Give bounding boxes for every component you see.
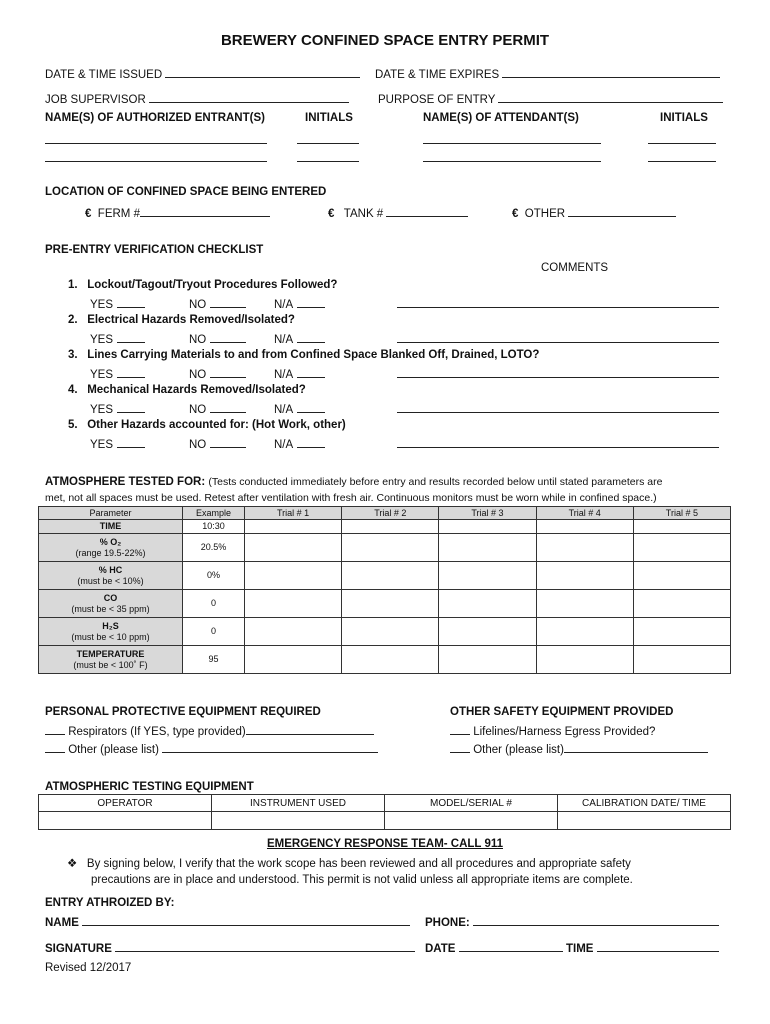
comments-heading: COMMENTS	[541, 262, 609, 274]
checklist-na-line	[297, 331, 325, 343]
checklist-no-label: NO	[189, 334, 207, 346]
checklist-yes-option[interactable]	[90, 296, 145, 311]
example-cell: 0	[183, 618, 245, 646]
checklist-comment-line[interactable]	[397, 401, 719, 413]
parameter-name: CO	[103, 592, 118, 603]
trial-cell[interactable]	[439, 618, 536, 646]
tank-checkbox-icon[interactable]: €	[328, 208, 335, 220]
ppe-respirators-check[interactable]	[45, 723, 65, 735]
example-cell: 95	[183, 646, 245, 674]
checklist-na-option[interactable]	[274, 331, 325, 346]
checklist-no-option[interactable]	[189, 296, 246, 311]
checklist-no-line	[210, 401, 246, 413]
atmosphere-row	[39, 520, 731, 534]
checklist-na-label: N/A	[274, 334, 294, 346]
ppe-respirators-label: Respirators (If YES, type provided)	[68, 726, 246, 738]
attendants-heading: NAME(S) OF ATTENDANT(S)	[423, 112, 579, 124]
trial-cell[interactable]	[245, 520, 342, 534]
purpose-line	[498, 91, 723, 103]
checklist-number: 4.	[68, 384, 78, 396]
trial-cell[interactable]	[245, 590, 342, 618]
trial-cell[interactable]	[536, 590, 633, 618]
ppe-other-check[interactable]	[45, 741, 65, 753]
checklist-comment-line[interactable]	[397, 296, 719, 308]
parameter-limit: (must be < 35 ppm)	[71, 603, 150, 614]
atmosphere-row	[39, 590, 731, 618]
atmosphere-column-header: Trial # 5	[633, 507, 730, 520]
job-supervisor-field[interactable]	[45, 91, 349, 106]
auth-name-label: NAME	[45, 917, 79, 929]
trial-cell[interactable]	[439, 520, 536, 534]
checklist-na-option[interactable]	[274, 296, 325, 311]
checklist-no-label: NO	[189, 369, 207, 381]
tank-line	[386, 205, 468, 217]
attendant-initials-line-1[interactable]	[648, 132, 716, 144]
checklist-comment-line[interactable]	[397, 366, 719, 378]
form-title: BREWERY CONFINED SPACE ENTRY PERMIT	[220, 32, 550, 49]
tank-label: TANK #	[343, 208, 384, 220]
other-location-line	[568, 205, 676, 217]
checklist-yes-line	[117, 296, 145, 308]
checklist-yes-line	[117, 331, 145, 343]
ppe-heading: PERSONAL PROTECTIVE EQUIPMENT REQUIRED	[45, 706, 321, 718]
testing-equipment-header-row	[39, 795, 731, 812]
trial-cell[interactable]	[245, 562, 342, 590]
checklist-no-label: NO	[189, 439, 207, 451]
parameter-cell	[39, 590, 183, 618]
other-safety-heading: OTHER SAFETY EQUIPMENT PROVIDED	[450, 706, 674, 718]
parameter-cell	[39, 646, 183, 674]
other-location-option[interactable]	[512, 205, 676, 220]
parameter-cell	[39, 534, 183, 562]
entrant-initials-line-2[interactable]	[297, 150, 359, 162]
checklist-yes-line	[117, 401, 145, 413]
trial-cell[interactable]	[536, 618, 633, 646]
equipment-cell[interactable]	[385, 812, 558, 830]
atmosphere-row	[39, 562, 731, 590]
atmosphere-table	[38, 506, 731, 674]
ppe-other-line	[162, 741, 378, 753]
date-issued-field[interactable]	[45, 66, 360, 81]
attendant-name-line-2[interactable]	[423, 150, 601, 162]
checklist-question	[68, 419, 346, 431]
tank-option[interactable]	[328, 205, 468, 220]
checklist-yes-line	[117, 366, 145, 378]
checklist-text: Mechanical Hazards Removed/Isolated?	[87, 384, 306, 396]
parameter-name: % O₂	[99, 536, 122, 547]
atmosphere-column-header: Trial # 3	[439, 507, 536, 520]
auth-signature-line	[115, 940, 415, 952]
diamond-bullet-icon: ❖	[67, 858, 78, 870]
equipment-column-header: CALIBRATION DATE/ TIME	[558, 795, 731, 812]
equipment-cell[interactable]	[39, 812, 212, 830]
date-issued-label: DATE & TIME ISSUED	[45, 69, 163, 81]
atmosphere-row	[39, 646, 731, 674]
trial-cell[interactable]	[439, 590, 536, 618]
revision-note: Revised 12/2017	[45, 962, 132, 974]
checklist-na-option[interactable]	[274, 366, 325, 381]
checklist-comment-line[interactable]	[397, 436, 719, 448]
signing-text-2: precautions are in place and understood. This permit is not valid unless all appropriate items are complete.	[91, 874, 633, 886]
date-expires-field[interactable]	[375, 66, 720, 81]
checklist-no-line	[210, 436, 246, 448]
checklist-no-option[interactable]	[189, 366, 246, 381]
example-cell: 0%	[183, 562, 245, 590]
auth-date-label: DATE	[425, 943, 456, 955]
auth-time-line	[597, 940, 719, 952]
checklist-na-label: N/A	[274, 404, 294, 416]
trial-cell[interactable]	[536, 534, 633, 562]
attendant-initials-line-2[interactable]	[648, 150, 716, 162]
checklist-text: Electrical Hazards Removed/Isolated?	[87, 314, 295, 326]
testing-equipment-table	[38, 794, 731, 830]
parameter-cell	[39, 562, 183, 590]
trial-cell[interactable]	[439, 646, 536, 674]
checklist-text: Lines Carrying Materials to and from Confined Space Blanked Off, Drained, LOTO?	[87, 349, 540, 361]
checklist-na-line	[297, 436, 325, 448]
date-expires-line	[502, 66, 720, 78]
atmosphere-column-header: Trial # 4	[536, 507, 633, 520]
checklist-number: 1.	[68, 279, 78, 291]
parameter-limit: (range 19.5-22%)	[75, 547, 146, 558]
atmosphere-text-2: met, not all spaces must be used. Retest after ventilation with fresh air. Continuous monitors must be worn while in confined space.)	[45, 492, 657, 504]
checklist-yes-label: YES	[90, 369, 114, 381]
date-expires-label: DATE & TIME EXPIRES	[375, 69, 500, 81]
checklist-no-line	[210, 296, 246, 308]
equipment-cell[interactable]	[212, 812, 385, 830]
ferm-checkbox-icon[interactable]: €	[85, 208, 92, 220]
job-supervisor-line	[149, 91, 349, 103]
trial-cell[interactable]	[536, 646, 633, 674]
other-safety-label: Other (please list)	[473, 744, 564, 756]
lifelines-field[interactable]	[450, 723, 655, 738]
ppe-other-field[interactable]	[45, 741, 378, 756]
checklist-question	[68, 314, 295, 326]
checklist-no-option[interactable]	[189, 401, 246, 416]
atmosphere-column-header: Trial # 1	[245, 507, 342, 520]
trial-cell[interactable]	[342, 590, 439, 618]
parameter-limit: (must be < 10%)	[77, 575, 144, 586]
atmosphere-column-header: Trial # 2	[342, 507, 439, 520]
trial-cell[interactable]	[633, 646, 730, 674]
trial-cell[interactable]	[342, 646, 439, 674]
checklist-yes-label: YES	[90, 404, 114, 416]
auth-time-label: TIME	[566, 943, 594, 955]
trial-cell[interactable]	[633, 520, 730, 534]
lifelines-check[interactable]	[450, 723, 470, 735]
parameter-cell	[39, 520, 183, 534]
equipment-column-header: MODEL/SERIAL #	[385, 795, 558, 812]
signing-statement-1	[67, 856, 631, 870]
checklist-na-label: N/A	[274, 299, 294, 311]
atmosphere-column-header: Parameter	[39, 507, 183, 520]
parameter-name: TIME	[99, 521, 122, 531]
checklist-question	[68, 279, 337, 291]
trial-cell[interactable]	[633, 534, 730, 562]
purpose-label: PURPOSE OF ENTRY	[378, 94, 496, 106]
attendant-initials-heading: INITIALS	[660, 112, 708, 124]
trial-cell[interactable]	[633, 618, 730, 646]
trial-cell[interactable]	[342, 618, 439, 646]
testing-equipment-row	[39, 812, 731, 830]
ppe-respirators-field[interactable]	[45, 723, 374, 738]
atmosphere-text-1: (Tests conducted immediately before entry and results recorded below until stated parameters are	[208, 476, 663, 488]
checklist-text: Other Hazards accounted for: (Hot Work, other)	[87, 419, 346, 431]
ppe-other-label: Other (please list)	[68, 744, 159, 756]
checklist-heading: PRE-ENTRY VERIFICATION CHECKLIST	[45, 244, 264, 256]
other-safety-field[interactable]	[450, 741, 708, 756]
checklist-no-line	[210, 331, 246, 343]
other-checkbox-icon[interactable]: €	[512, 208, 519, 220]
checklist-question	[68, 384, 306, 396]
checklist-number: 2.	[68, 314, 78, 326]
trial-cell[interactable]	[245, 646, 342, 674]
trial-cell[interactable]	[536, 562, 633, 590]
lifelines-label: Lifelines/Harness Egress Provided?	[473, 726, 656, 738]
auth-time-field[interactable]	[566, 940, 719, 955]
checklist-na-option[interactable]	[274, 401, 325, 416]
ppe-respirators-line	[246, 723, 374, 735]
equipment-cell[interactable]	[558, 812, 731, 830]
auth-phone-line	[473, 914, 719, 926]
other-location-label: OTHER	[524, 208, 566, 220]
signing-text-1: By signing below, I verify that the work scope has been reviewed and all procedures and appropriate safety	[86, 858, 631, 870]
equipment-column-header: OPERATOR	[39, 795, 212, 812]
job-supervisor-label: JOB SUPERVISOR	[45, 94, 146, 106]
checklist-yes-label: YES	[90, 439, 114, 451]
trial-cell[interactable]	[342, 562, 439, 590]
auth-date-line	[459, 940, 563, 952]
atmosphere-row	[39, 534, 731, 562]
example-cell: 10:30	[183, 520, 245, 534]
attendant-name-line-1[interactable]	[423, 132, 601, 144]
example-cell: 0	[183, 590, 245, 618]
checklist-text: Lockout/Tagout/Tryout Procedures Followed?	[87, 279, 338, 291]
trial-cell[interactable]	[342, 520, 439, 534]
parameter-name: TEMPERATURE	[76, 648, 145, 659]
checklist-na-label: N/A	[274, 439, 294, 451]
checklist-yes-label: YES	[90, 299, 114, 311]
checklist-na-line	[297, 366, 325, 378]
checklist-na-line	[297, 296, 325, 308]
other-safety-check[interactable]	[450, 741, 470, 753]
ferm-line	[140, 205, 270, 217]
auth-name-field[interactable]	[45, 914, 410, 929]
checklist-na-line	[297, 401, 325, 413]
trial-cell[interactable]	[633, 590, 730, 618]
trial-cell[interactable]	[633, 562, 730, 590]
checklist-comment-line[interactable]	[397, 331, 719, 343]
atmosphere-heading: ATMOSPHERE TESTED FOR:	[45, 476, 206, 488]
entrant-name-line-1[interactable]	[45, 132, 267, 144]
checklist-na-option[interactable]	[274, 436, 325, 451]
equipment-column-header: INSTRUMENT USED	[212, 795, 385, 812]
parameter-name: H₂S	[102, 620, 119, 631]
checklist-yes-option[interactable]	[90, 401, 145, 416]
emergency-heading: EMERGENCY RESPONSE TEAM- CALL 911	[266, 838, 503, 850]
atmosphere-row	[39, 618, 731, 646]
auth-phone-field[interactable]	[425, 914, 719, 929]
auth-signature-field[interactable]	[45, 940, 415, 955]
trial-cell[interactable]	[245, 534, 342, 562]
auth-date-field[interactable]	[425, 940, 563, 955]
trial-cell[interactable]	[439, 534, 536, 562]
checklist-number: 5.	[68, 419, 78, 431]
checklist-no-line	[210, 366, 246, 378]
date-issued-line	[165, 66, 360, 78]
checklist-yes-line	[117, 436, 145, 448]
testing-equipment-heading: ATMOSPHERIC TESTING EQUIPMENT	[45, 781, 254, 793]
checklist-number: 3.	[68, 349, 78, 361]
purpose-field[interactable]	[378, 91, 723, 106]
checklist-no-label: NO	[189, 299, 207, 311]
parameter-cell	[39, 618, 183, 646]
parameter-limit: (must be < 10 ppm)	[71, 631, 150, 642]
ferm-option[interactable]	[85, 205, 270, 220]
trial-cell[interactable]	[342, 534, 439, 562]
checklist-question	[68, 349, 539, 361]
entrant-initials-line-1[interactable]	[297, 132, 359, 144]
parameter-limit: (must be < 100˚ F)	[73, 659, 148, 670]
atmosphere-intro	[45, 476, 662, 488]
entrant-initials-heading: INITIALS	[305, 112, 353, 124]
auth-signature-label: SIGNATURE	[45, 943, 112, 955]
trial-cell[interactable]	[439, 562, 536, 590]
other-safety-line	[564, 741, 708, 753]
trial-cell[interactable]	[536, 520, 633, 534]
example-cell: 20.5%	[183, 534, 245, 562]
checklist-no-option[interactable]	[189, 436, 246, 451]
checklist-yes-option[interactable]	[90, 331, 145, 346]
auth-phone-label: PHONE:	[425, 917, 470, 929]
checklist-yes-label: YES	[90, 334, 114, 346]
checklist-no-label: NO	[189, 404, 207, 416]
authorization-heading: ENTRY ATHROIZED BY:	[45, 897, 175, 909]
checklist-yes-option[interactable]	[90, 366, 145, 381]
entrant-name-line-2[interactable]	[45, 150, 267, 162]
atmosphere-header-row	[39, 507, 731, 520]
checklist-no-option[interactable]	[189, 331, 246, 346]
checklist-na-label: N/A	[274, 369, 294, 381]
location-heading: LOCATION OF CONFINED SPACE BEING ENTERED	[45, 186, 327, 198]
checklist-yes-option[interactable]	[90, 436, 145, 451]
atmosphere-column-header: Example	[183, 507, 245, 520]
ferm-label: FERM #	[97, 208, 140, 220]
entrants-heading: NAME(S) OF AUTHORIZED ENTRANT(S)	[45, 112, 265, 124]
auth-name-line	[82, 914, 410, 926]
parameter-name: % HC	[98, 564, 123, 575]
trial-cell[interactable]	[245, 618, 342, 646]
